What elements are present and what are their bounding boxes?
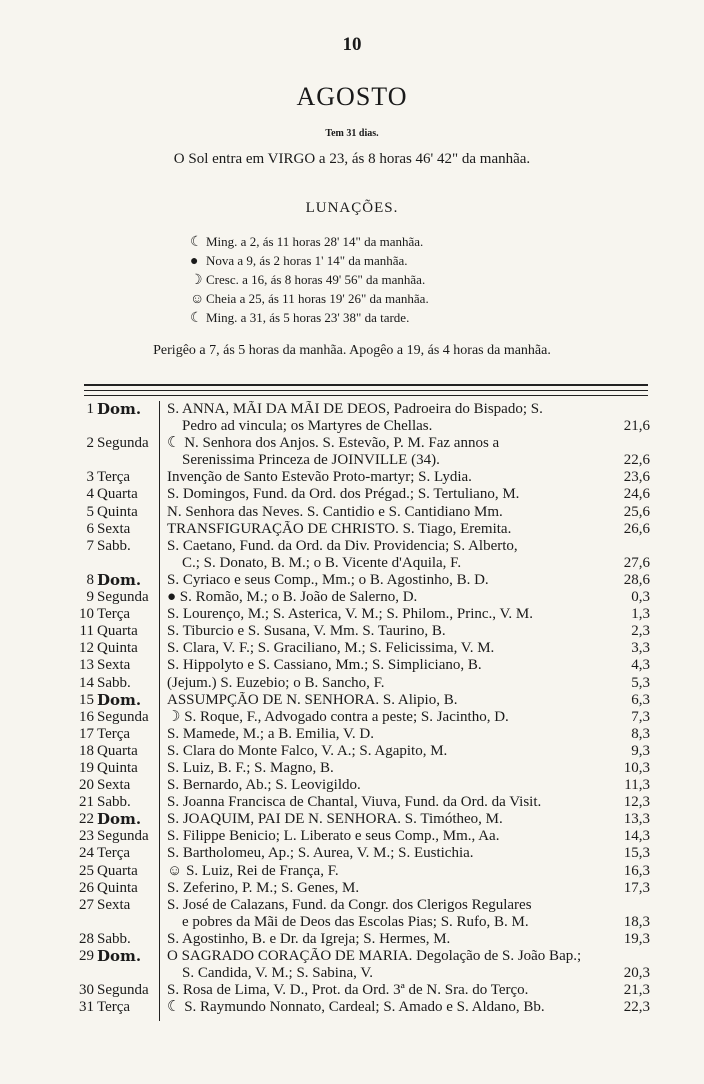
- day-value: 25,6: [623, 503, 650, 520]
- saint-text: Pedro ad vincula; os Martyres de Chellas.: [182, 418, 433, 435]
- saint-text: ☾ S. Raymundo Nonnato, Cardeal; S. Amado e S. Aldano, Bb.: [167, 999, 545, 1016]
- day-value: 7,3: [631, 708, 650, 725]
- lunation-text: Cresc. a 16, ás 8 horas 49' 56" da manhãa.: [206, 272, 426, 287]
- saint-text: S. Agostinho, B. e Dr. da Igreja; S. Hermes, M.: [167, 930, 451, 947]
- saint-text: S. Clara, V. F.; S. Graciliano, M.; S. Felicissima, V. M.: [167, 640, 495, 657]
- calendar-row: [72, 897, 652, 931]
- day-value: 24,6: [623, 486, 650, 503]
- weekday: Quinta: [97, 640, 138, 657]
- calendar-line: [72, 743, 652, 760]
- saint-text: ASSUMPÇÃO DE N. SENHORA. S. Alipio, B.: [167, 691, 458, 708]
- calendar-row: [72, 794, 652, 811]
- calendar-row: [72, 948, 652, 982]
- calendar-row: [72, 931, 652, 948]
- day-number: 6: [86, 520, 94, 537]
- weekday: Segunda: [97, 828, 149, 845]
- weekday: Terça: [97, 725, 131, 742]
- lunation-text: Nova a 9, ás 2 horas 1' 14" da manhãa.: [206, 253, 408, 268]
- calendar-row: [72, 486, 652, 503]
- calendar-line: [72, 965, 652, 982]
- calendar-line: [72, 726, 652, 743]
- day-value: 2,3: [631, 623, 650, 640]
- calendar-line: [72, 640, 652, 657]
- day-number: 21: [79, 794, 94, 811]
- saint-text: ● S. Romão, M.; o B. João de Salerno, D.: [167, 589, 418, 606]
- weekday: Terça: [97, 999, 131, 1016]
- calendar-line: [72, 401, 652, 418]
- saint-text: TRANSFIGURAÇÃO DE CHRISTO. S. Tiago, Eremita.: [167, 520, 512, 537]
- weekday: Sexta: [97, 896, 131, 913]
- weekday: Sexta: [97, 657, 131, 674]
- calendar-row: [72, 675, 652, 692]
- saint-text: Invenção de Santo Estevão Proto-martyr; S. Lydia.: [167, 469, 472, 486]
- saint-text: ☺ S. Luiz, Rei de França, F.: [167, 862, 339, 879]
- day-number: 4: [86, 486, 94, 503]
- weekday: Sexta: [97, 777, 131, 794]
- saint-text: S. Caetano, Fund. da Ord. da Div. Providencia; S. Alberto,: [167, 537, 518, 554]
- day-value: 27,6: [623, 554, 650, 571]
- day-number: 20: [79, 777, 94, 794]
- day-number: 3: [86, 469, 94, 486]
- weekday: Quarta: [97, 486, 138, 503]
- calendar-row: [72, 657, 652, 674]
- calendar-line: [72, 606, 652, 623]
- calendar-row: [72, 999, 652, 1016]
- calendar-table: [72, 401, 652, 1016]
- day-value: 21,6: [623, 418, 650, 435]
- calendar-line: [72, 863, 652, 880]
- saint-text: S. Rosa de Lima, V. D., Prot. da Ord. 3ª de N. Sra. do Terço.: [167, 982, 529, 999]
- month-title: AGOSTO: [296, 82, 408, 111]
- weekday: Quinta: [97, 879, 138, 896]
- weekday: Sabb.: [97, 930, 131, 947]
- day-value: 10,3: [623, 759, 650, 776]
- lunations-title: LUNAÇÕES.: [305, 200, 399, 216]
- weekday: Quarta: [97, 742, 138, 759]
- day-value: 14,3: [623, 828, 650, 845]
- calendar-line: [72, 948, 652, 965]
- weekday: Segunda: [97, 435, 149, 452]
- calendar-row: [72, 572, 652, 589]
- saint-text: S. Mamede, M.; a B. Emilia, V. D.: [167, 725, 374, 742]
- lunation-row: [190, 251, 530, 270]
- days-note: Tem 31 dias.: [325, 128, 379, 139]
- day-number: 2: [86, 435, 94, 452]
- weekday: Sabb.: [97, 674, 131, 691]
- day-value: 22,6: [623, 452, 650, 469]
- day-value: 11,3: [624, 777, 650, 794]
- day-value: 19,3: [623, 930, 650, 947]
- saint-text: N. Senhora das Neves. S. Cantidio e S. Cantidiano Mm.: [167, 503, 503, 520]
- day-number: 13: [79, 657, 94, 674]
- calendar-row: [72, 845, 652, 862]
- lunation-row: [190, 270, 530, 289]
- calendar-row: [72, 589, 652, 606]
- weekday: Terça: [97, 845, 131, 862]
- day-value: 20,3: [623, 965, 650, 982]
- day-value: 12,3: [623, 794, 650, 811]
- weekday: Terça: [97, 606, 131, 623]
- calendar-line: [72, 999, 652, 1016]
- header-rule-thin: [84, 395, 648, 396]
- weekday: Quinta: [97, 759, 138, 776]
- day-value: 22,3: [623, 999, 650, 1016]
- saint-text: ☽ S. Roque, F., Advogado contra a peste; S. Jacintho, D.: [167, 708, 509, 725]
- day-number: 30: [79, 982, 94, 999]
- weekday: Terça: [97, 469, 131, 486]
- day-number: 18: [79, 742, 94, 759]
- saint-text: Serenissima Princeza de JOINVILLE (34).: [182, 452, 440, 469]
- saint-text: S. Joanna Francisca de Chantal, Viuva, Fund. da Ord. da Visit.: [167, 794, 542, 811]
- day-number: 14: [79, 674, 94, 691]
- day-value: 23,6: [623, 469, 650, 486]
- weekday: Quinta: [97, 503, 138, 520]
- calendar-line: [72, 709, 652, 726]
- saint-text: S. Filippe Benicio; L. Liberato e seus Comp., Mm., Aa.: [167, 828, 500, 845]
- calendar-line: [72, 811, 652, 828]
- weekday: Dom.: [97, 570, 142, 589]
- saint-text: S. Lourenço, M.; S. Asterica, V. M.; S. Philom., Princ., V. M.: [167, 606, 534, 623]
- calendar-row: [72, 760, 652, 777]
- calendar-row: [72, 469, 652, 486]
- weekday: Segunda: [97, 708, 149, 725]
- day-number: 27: [79, 896, 94, 913]
- saint-text: e pobres da Mãi de Deos das Escolas Pias; S. Rufo, B. M.: [182, 913, 529, 930]
- saint-text: S. Bartholomeu, Ap.; S. Aurea, V. M.; S. Eustichia.: [167, 845, 474, 862]
- day-number: 24: [79, 845, 94, 862]
- day-number: 9: [86, 589, 94, 606]
- saint-text: C.; S. Donato, B. M.; o B. Vicente d'Aquila, F.: [182, 554, 462, 571]
- calendar-line: [72, 504, 652, 521]
- calendar-line: [72, 692, 652, 709]
- day-value: 6,3: [631, 691, 650, 708]
- day-number: 15: [79, 691, 94, 708]
- sun-entry-line: O Sol entra em VIRGO a 23, ás 8 horas 46' 42" da manhãa.: [173, 151, 531, 167]
- saint-text: S. JOAQUIM, PAI DE N. SENHORA. S. Timótheo, M.: [167, 811, 503, 828]
- day-number: 1: [86, 401, 94, 417]
- calendar-line: [72, 982, 652, 999]
- calendar-line: [72, 897, 652, 914]
- calendar-row: [72, 538, 652, 572]
- calendar-line: [72, 914, 652, 931]
- saint-text: S. ANNA, MÃI DA MÃI DE DEOS, Padroeira do Bispado; S.: [167, 401, 543, 417]
- calendar-line: [72, 675, 652, 692]
- day-number: 10: [79, 606, 94, 623]
- lunation-text: Cheia a 25, ás 11 horas 19' 26" da manhãa.: [206, 291, 429, 306]
- day-value: 0,3: [631, 589, 650, 606]
- weekday: Segunda: [97, 589, 149, 606]
- calendar-row: [72, 623, 652, 640]
- calendar-line: [72, 538, 652, 555]
- day-number: 5: [86, 503, 94, 520]
- calendar-line: [72, 794, 652, 811]
- day-value: 8,3: [631, 725, 650, 742]
- calendar-row: [72, 811, 652, 828]
- day-value: 28,6: [623, 571, 650, 588]
- day-number: 16: [79, 708, 94, 725]
- day-number: 23: [79, 828, 94, 845]
- saint-text: S. Luiz, B. F.; S. Magno, B.: [167, 759, 334, 776]
- waxing-moon-icon: ☽: [190, 273, 203, 288]
- calendar-line: [72, 452, 652, 469]
- saint-text: ☾ N. Senhora dos Anjos. S. Estevão, P. M. Faz annos a: [167, 435, 500, 452]
- day-value: 18,3: [623, 913, 650, 930]
- calendar-row: [72, 709, 652, 726]
- calendar-line: [72, 589, 652, 606]
- day-number: 26: [79, 879, 94, 896]
- lunation-row: [190, 308, 530, 327]
- weekday: Dom.: [97, 400, 142, 418]
- saint-text: S. Clara do Monte Falco, V. A.; S. Agapito, M.: [167, 742, 448, 759]
- calendar-line: [72, 623, 652, 640]
- calendar-line: [72, 572, 652, 589]
- calendar-line: [72, 555, 652, 572]
- day-value: 17,3: [623, 879, 650, 896]
- calendar-row: [72, 880, 652, 897]
- day-number: 19: [79, 759, 94, 776]
- day-number: 7: [86, 537, 94, 554]
- calendar-row: [72, 828, 652, 845]
- day-number: 12: [79, 640, 94, 657]
- weekday: Dom.: [97, 947, 142, 965]
- day-number: 31: [79, 999, 94, 1016]
- saint-text: S. Zeferino, P. M.; S. Genes, M.: [167, 879, 360, 896]
- calendar-row: [72, 692, 652, 709]
- day-number: 28: [79, 930, 94, 947]
- page-number: 10: [342, 34, 362, 55]
- calendar-line: [72, 828, 652, 845]
- calendar-line: [72, 760, 652, 777]
- weekday: Dom.: [97, 690, 142, 709]
- weekday: Quarta: [97, 623, 138, 640]
- day-number: 8: [86, 571, 94, 588]
- header-rule: [84, 384, 648, 391]
- calendar-row: [72, 640, 652, 657]
- day-number: 29: [79, 948, 94, 964]
- weekday: Sabb.: [97, 794, 131, 811]
- saint-text: S. Cyriaco e seus Comp., Mm.; o B. Agostinho, B. D.: [167, 571, 489, 588]
- calendar-row: [72, 401, 652, 435]
- calendar-row: [72, 777, 652, 794]
- calendar-row: [72, 743, 652, 760]
- day-value: 15,3: [623, 845, 650, 862]
- full-moon-icon: ☺: [190, 292, 205, 307]
- waning-moon-icon: ☾: [190, 311, 203, 326]
- day-number: 25: [79, 862, 94, 879]
- weekday: Dom.: [97, 810, 142, 829]
- weekday: Segunda: [97, 982, 149, 999]
- day-number: 11: [79, 623, 94, 640]
- day-value: 5,3: [631, 674, 650, 691]
- day-value: 4,3: [631, 657, 650, 674]
- saint-text: S. Candida, V. M.; S. Sabina, V.: [182, 965, 374, 982]
- lunation-row: [190, 232, 530, 251]
- saint-text: S. Hippolyto e S. Cassiano, Mm.; S. Simpliciano, B.: [167, 657, 482, 674]
- calendar-line: [72, 880, 652, 897]
- day-value: 13,3: [623, 811, 650, 828]
- saint-text: O SAGRADO CORAÇÃO DE MARIA. Degolação de S. João Bap.;: [167, 948, 582, 964]
- calendar-line: [72, 657, 652, 674]
- saint-text: S. Bernardo, Ab.; S. Leovigildo.: [167, 777, 361, 794]
- day-number: 22: [79, 811, 94, 828]
- calendar-row: [72, 504, 652, 521]
- calendar-row: [72, 726, 652, 743]
- saint-text: S. José de Calazans, Fund. da Congr. dos Clerigos Regulares: [167, 896, 532, 913]
- day-number: 17: [79, 725, 94, 742]
- weekday: Quarta: [97, 862, 138, 879]
- calendar-row: [72, 606, 652, 623]
- lunations-list: [190, 232, 530, 327]
- weekday: Sexta: [97, 520, 131, 537]
- perigee-apogee-line: Perigêo a 7, ás 5 horas da manhãa. Apogêo a 19, ás 4 horas da manhãa.: [153, 343, 551, 358]
- new-moon-icon: ●: [190, 254, 199, 269]
- calendar-row: [72, 435, 652, 469]
- day-value: 16,3: [623, 862, 650, 879]
- day-value: 9,3: [631, 742, 650, 759]
- calendar-line: [72, 435, 652, 452]
- day-value: 26,6: [623, 520, 650, 537]
- calendar-row: [72, 982, 652, 999]
- weekday: Sabb.: [97, 537, 131, 554]
- calendar-line: [72, 845, 652, 862]
- saint-text: S. Domingos, Fund. da Ord. dos Prégad.; S. Tertuliano, M.: [167, 486, 520, 503]
- lunation-text: Ming. a 2, ás 11 horas 28' 14" da manhãa.: [206, 234, 424, 249]
- calendar-row: [72, 863, 652, 880]
- calendar-line: [72, 521, 652, 538]
- calendar-line: [72, 486, 652, 503]
- day-value: 21,3: [623, 982, 650, 999]
- calendar-line: [72, 777, 652, 794]
- calendar-line: [72, 418, 652, 435]
- waning-moon-icon: ☾: [190, 235, 203, 250]
- lunation-row: [190, 289, 530, 308]
- day-value: 1,3: [631, 606, 650, 623]
- lunation-text: Ming. a 31, ás 5 horas 23' 38" da tarde.: [206, 310, 410, 325]
- saint-text: S. Tiburcio e S. Susana, V. Mm. S. Taurino, B.: [167, 623, 446, 640]
- saint-text: (Jejum.) S. Euzebio; o B. Sancho, F.: [167, 674, 385, 691]
- day-value: 3,3: [631, 640, 650, 657]
- calendar-row: [72, 521, 652, 538]
- calendar-line: [72, 469, 652, 486]
- calendar-line: [72, 931, 652, 948]
